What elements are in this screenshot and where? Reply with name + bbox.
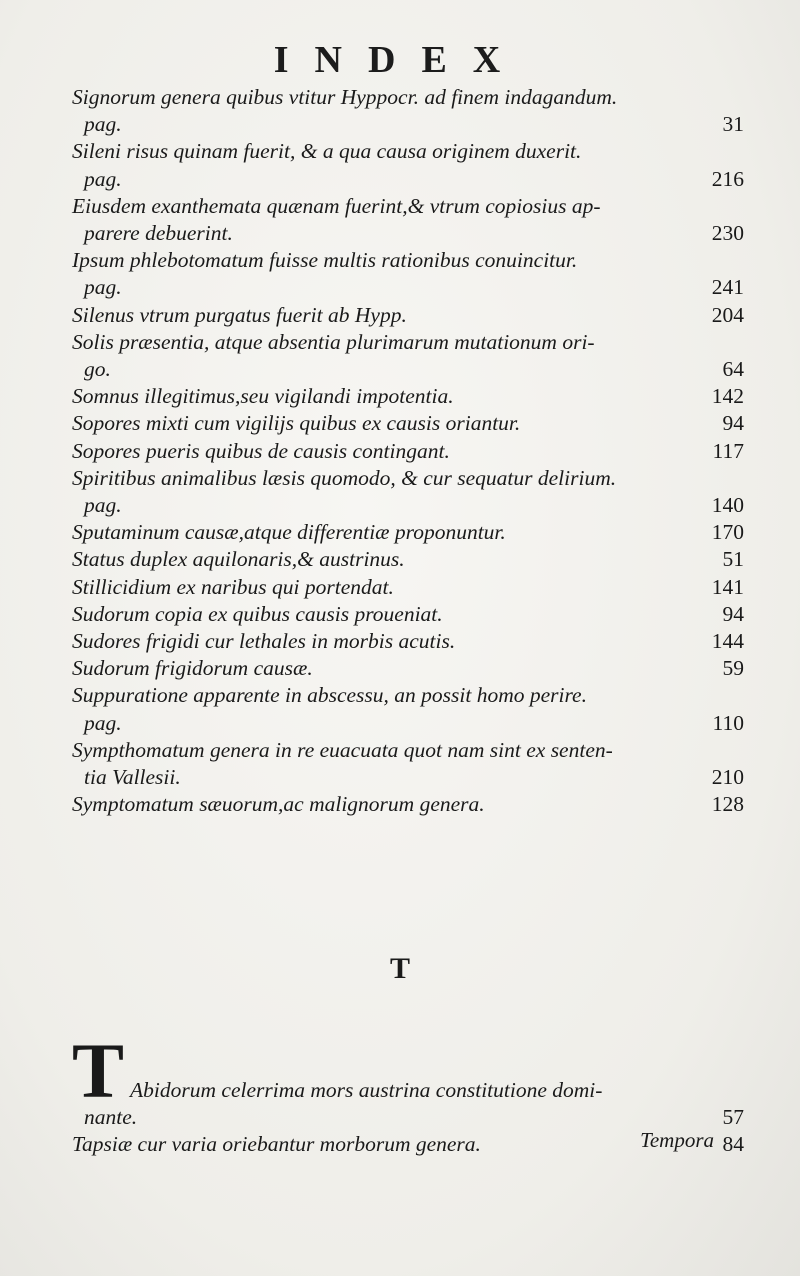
page-number: 57 [722,1105,744,1130]
page-number: 210 [711,765,744,790]
entry-text: Stillicidium ex naribus qui portendat. [72,574,394,599]
page-number: 31 [722,112,744,137]
page-number: 141 [711,574,744,599]
index-entry [72,791,744,818]
index-entry [72,682,744,736]
entry-text: Sopores pueris quibus de causis contingant. [72,438,450,463]
index-entry [72,546,744,573]
entry-text: Sympthomatum genera in re euacuata quot nam sint ex senten- [72,737,613,762]
page-number: 230 [711,221,744,246]
entry-text: Eiusdem exanthemata quænam fuerint,& vtrum copiosius ap- [72,193,601,218]
entry-text: Tapsiæ cur varia oriebantur morborum genera. [72,1132,481,1157]
entry-text: go. [84,357,111,382]
page-number: 204 [711,302,744,327]
drop-capital: T [72,1027,125,1114]
section-letter: T [389,952,410,985]
page-number: 94 [722,411,744,436]
entry-text: Ipsum phlebotomatum fuisse multis rationibus conuincitur. [72,248,578,273]
entry-text: nante. [84,1105,138,1130]
index-entry [72,737,744,791]
catchword: Tempora [640,1128,714,1152]
entry-text: Sudores frigidi cur lethales in morbis acutis. [72,629,456,654]
entry-text: Sudorum frigidorum causæ. [72,656,313,681]
index-entry [72,519,744,546]
index-entry [72,329,744,383]
index-entry [72,247,744,301]
entry-text: parere debuerint. [84,221,233,246]
page-number: 128 [711,792,744,817]
page-number: 144 [711,629,744,654]
page-number: 110 [712,710,744,735]
entry-text: Signorum genera quibus vtitur Hyppocr. ad finem indagandum. [72,85,618,109]
index-entry [72,383,744,410]
entry-text: Solis præsentia, atque absentia plurimarum mutationum ori- [72,329,595,354]
entry-text: Sileni risus quinam fuerit, & a qua causa originem duxerit. [72,139,582,164]
page-number: 140 [711,493,744,518]
page-number: 216 [711,166,744,191]
page-title: INDEX [273,39,527,81]
entry-text: pag. [84,112,122,137]
index-entries [72,84,744,818]
index-entry [72,465,744,519]
entry-text: pag. [84,710,122,735]
page-number: 94 [722,601,744,626]
index-entry [72,302,744,329]
index-entry [72,438,744,465]
index-entry [72,410,744,437]
index-entry [72,193,744,247]
index-entry [72,601,744,628]
page-number: 59 [722,656,744,681]
page-number: 84 [722,1132,744,1157]
entry-text: Status duplex aquilonaris,& austrinus. [72,547,405,572]
page-number: 51 [722,547,744,572]
entry-text: Abidorum celerrima mors austrina constitutione domi- [130,1078,603,1102]
entry-text: Silenus vtrum purgatus fuerit ab Hypp. [72,302,407,327]
index-entry [72,1027,744,1131]
page-number: 241 [711,275,744,300]
index-entry [72,655,744,682]
page-number: 170 [711,520,744,545]
entry-text: Spiritibus animalibus læsis quomodo, & cur sequatur delirium. [72,465,617,490]
index-entry [72,574,744,601]
entry-text: Sudorum copia ex quibus causis proueniat. [72,601,443,626]
entry-text: Somnus illegitimus,seu vigilandi impotentia. [72,384,454,409]
index-entry [72,138,744,192]
entry-text: Sputaminum causæ,atque differentiæ proponuntur. [72,520,506,545]
index-entry [72,628,744,655]
index-entry [72,84,744,138]
entry-text: pag. [84,493,122,518]
page-number: 64 [722,357,744,382]
entry-text: Suppuratione apparente in abscessu, an possit homo perire. [72,683,587,708]
page-number: 142 [711,384,744,409]
entry-text: pag. [84,166,122,191]
entry-text: pag. [84,275,122,300]
entry-text: Sopores mixti cum vigilijs quibus ex causis oriantur. [72,411,521,436]
entry-text: Symptomatum sæuorum,ac malignorum genera. [72,792,485,817]
entry-text: tia Vallesii. [84,765,181,790]
page-number: 117 [712,438,744,463]
